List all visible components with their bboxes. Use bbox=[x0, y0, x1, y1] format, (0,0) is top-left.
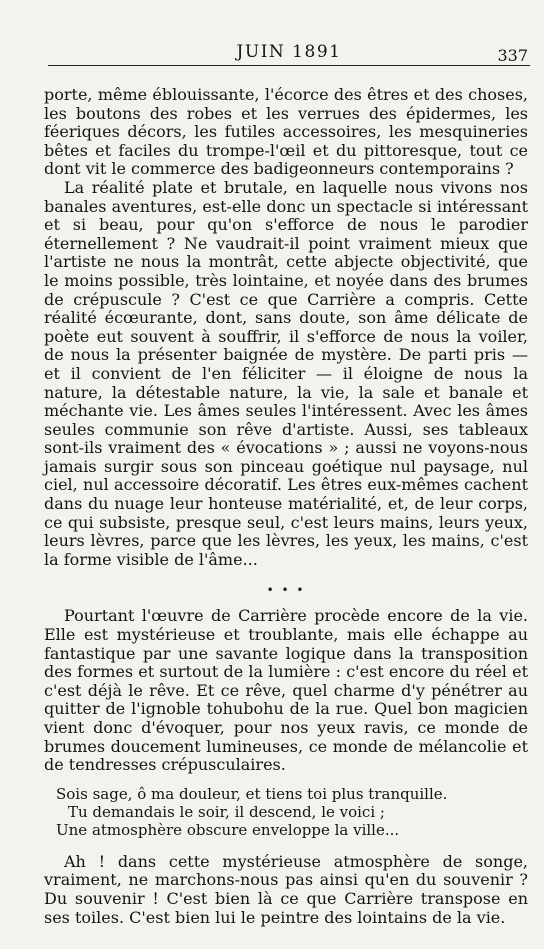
verse-quotation bbox=[54, 785, 528, 839]
verse-line: Sois sage, ô ma douleur, et tiens toi plus tranquille. bbox=[56, 784, 448, 803]
section-separator: • • • bbox=[266, 583, 306, 598]
paragraph: Ah ! dans cette mystérieuse atmosphère de songe, vraiment, ne marchons-nous pas ainsi qu'en du souvenir ? Du souvenir ! C'est bien là ce que Carrière transpose en ses toiles. C'est bien lui le peintre des lointains de la vie. bbox=[44, 851, 528, 927]
paragraph-continuation: porte, même éblouissante, l'écorce des êtres et des choses, les boutons des robes et les verrues des épidermes, les féeriques décors, les futiles accessoires, les mesquineries bêtes et faciles du trompe-l'œil et du pittoresque, tout ce dont vit le commerce des badigeonneurs contemporains ? bbox=[44, 85, 528, 179]
paragraph: Pourtant l'œuvre de Carrière procède encore de la vie. Elle est mystérieuse et troublante, mais elle échappe au fantastique par une savante logique dans la transposition des formes et surtout de la lumière : c'est encore du réel et c'est déjà le rêve. Et ce rêve, quel charme d'y pénétrer au quitter de l'ignoble tohubohu de la rue. Quel bon magicien vient donc d'évoquer, pour nos yeux ravis, ce monde de brumes doucement lumineuses, ce monde de mélancolie et de tendresses crépusculaires. bbox=[44, 606, 528, 775]
page-header bbox=[48, 40, 530, 70]
paragraph: La réalité plate et brutale, en laquelle nous vivons nos banales aventures, est-elle donc un spectacle si intéressant et si beau, pour qu'on s'efforce de nous le parodier éternellement ? Ne vaudrait-il point vraiment mieux que l'artiste ne nous la montrât, cette abjecte objectivité, que le moins possible, très lointaine, et noyée dans des brumes de crépuscule ? C'est ce que Carrière a compris. Cette réalité écœurante, dont, sans doute, son âme délicate de poète eut souvent à souffrir, il s'efforce de nous la voiler, de nous la présenter baignée de mystère. De parti pris — et il convient de l'en féliciter — il éloigne de nous la nature, la détestable nature, la vie, la sale et banale et méchante vie. Les âmes seules l'intéressent. Avec les âmes seules communie son rêve d'artiste. Aussi, ses tableaux sont-ils vraiment des « évocations » ; aussi ne voyons-nous jamais surgir sous son pinceau goétique nul paysage, nul ciel, nul accessoire décoratif. Les êtres eux-mêmes cachent dans du nuage leur honteuse matérialité, et, de leur corps, ce qui subsiste, presque seul, c'est leurs mains, leurs yeux, leurs lèvres, parce que les lèvres, les yeux, les mains, c'est la forme visible de l'âme... bbox=[44, 177, 528, 569]
header-rule bbox=[48, 65, 530, 66]
running-title: JUIN 1891 bbox=[236, 42, 342, 62]
body-text bbox=[44, 86, 528, 927]
page-number: 337 bbox=[497, 46, 528, 65]
verse-line: Tu demandais le soir, il descend, le voici ; bbox=[68, 802, 385, 821]
verse-line: Une atmosphère obscure enveloppe la ville... bbox=[56, 820, 400, 839]
